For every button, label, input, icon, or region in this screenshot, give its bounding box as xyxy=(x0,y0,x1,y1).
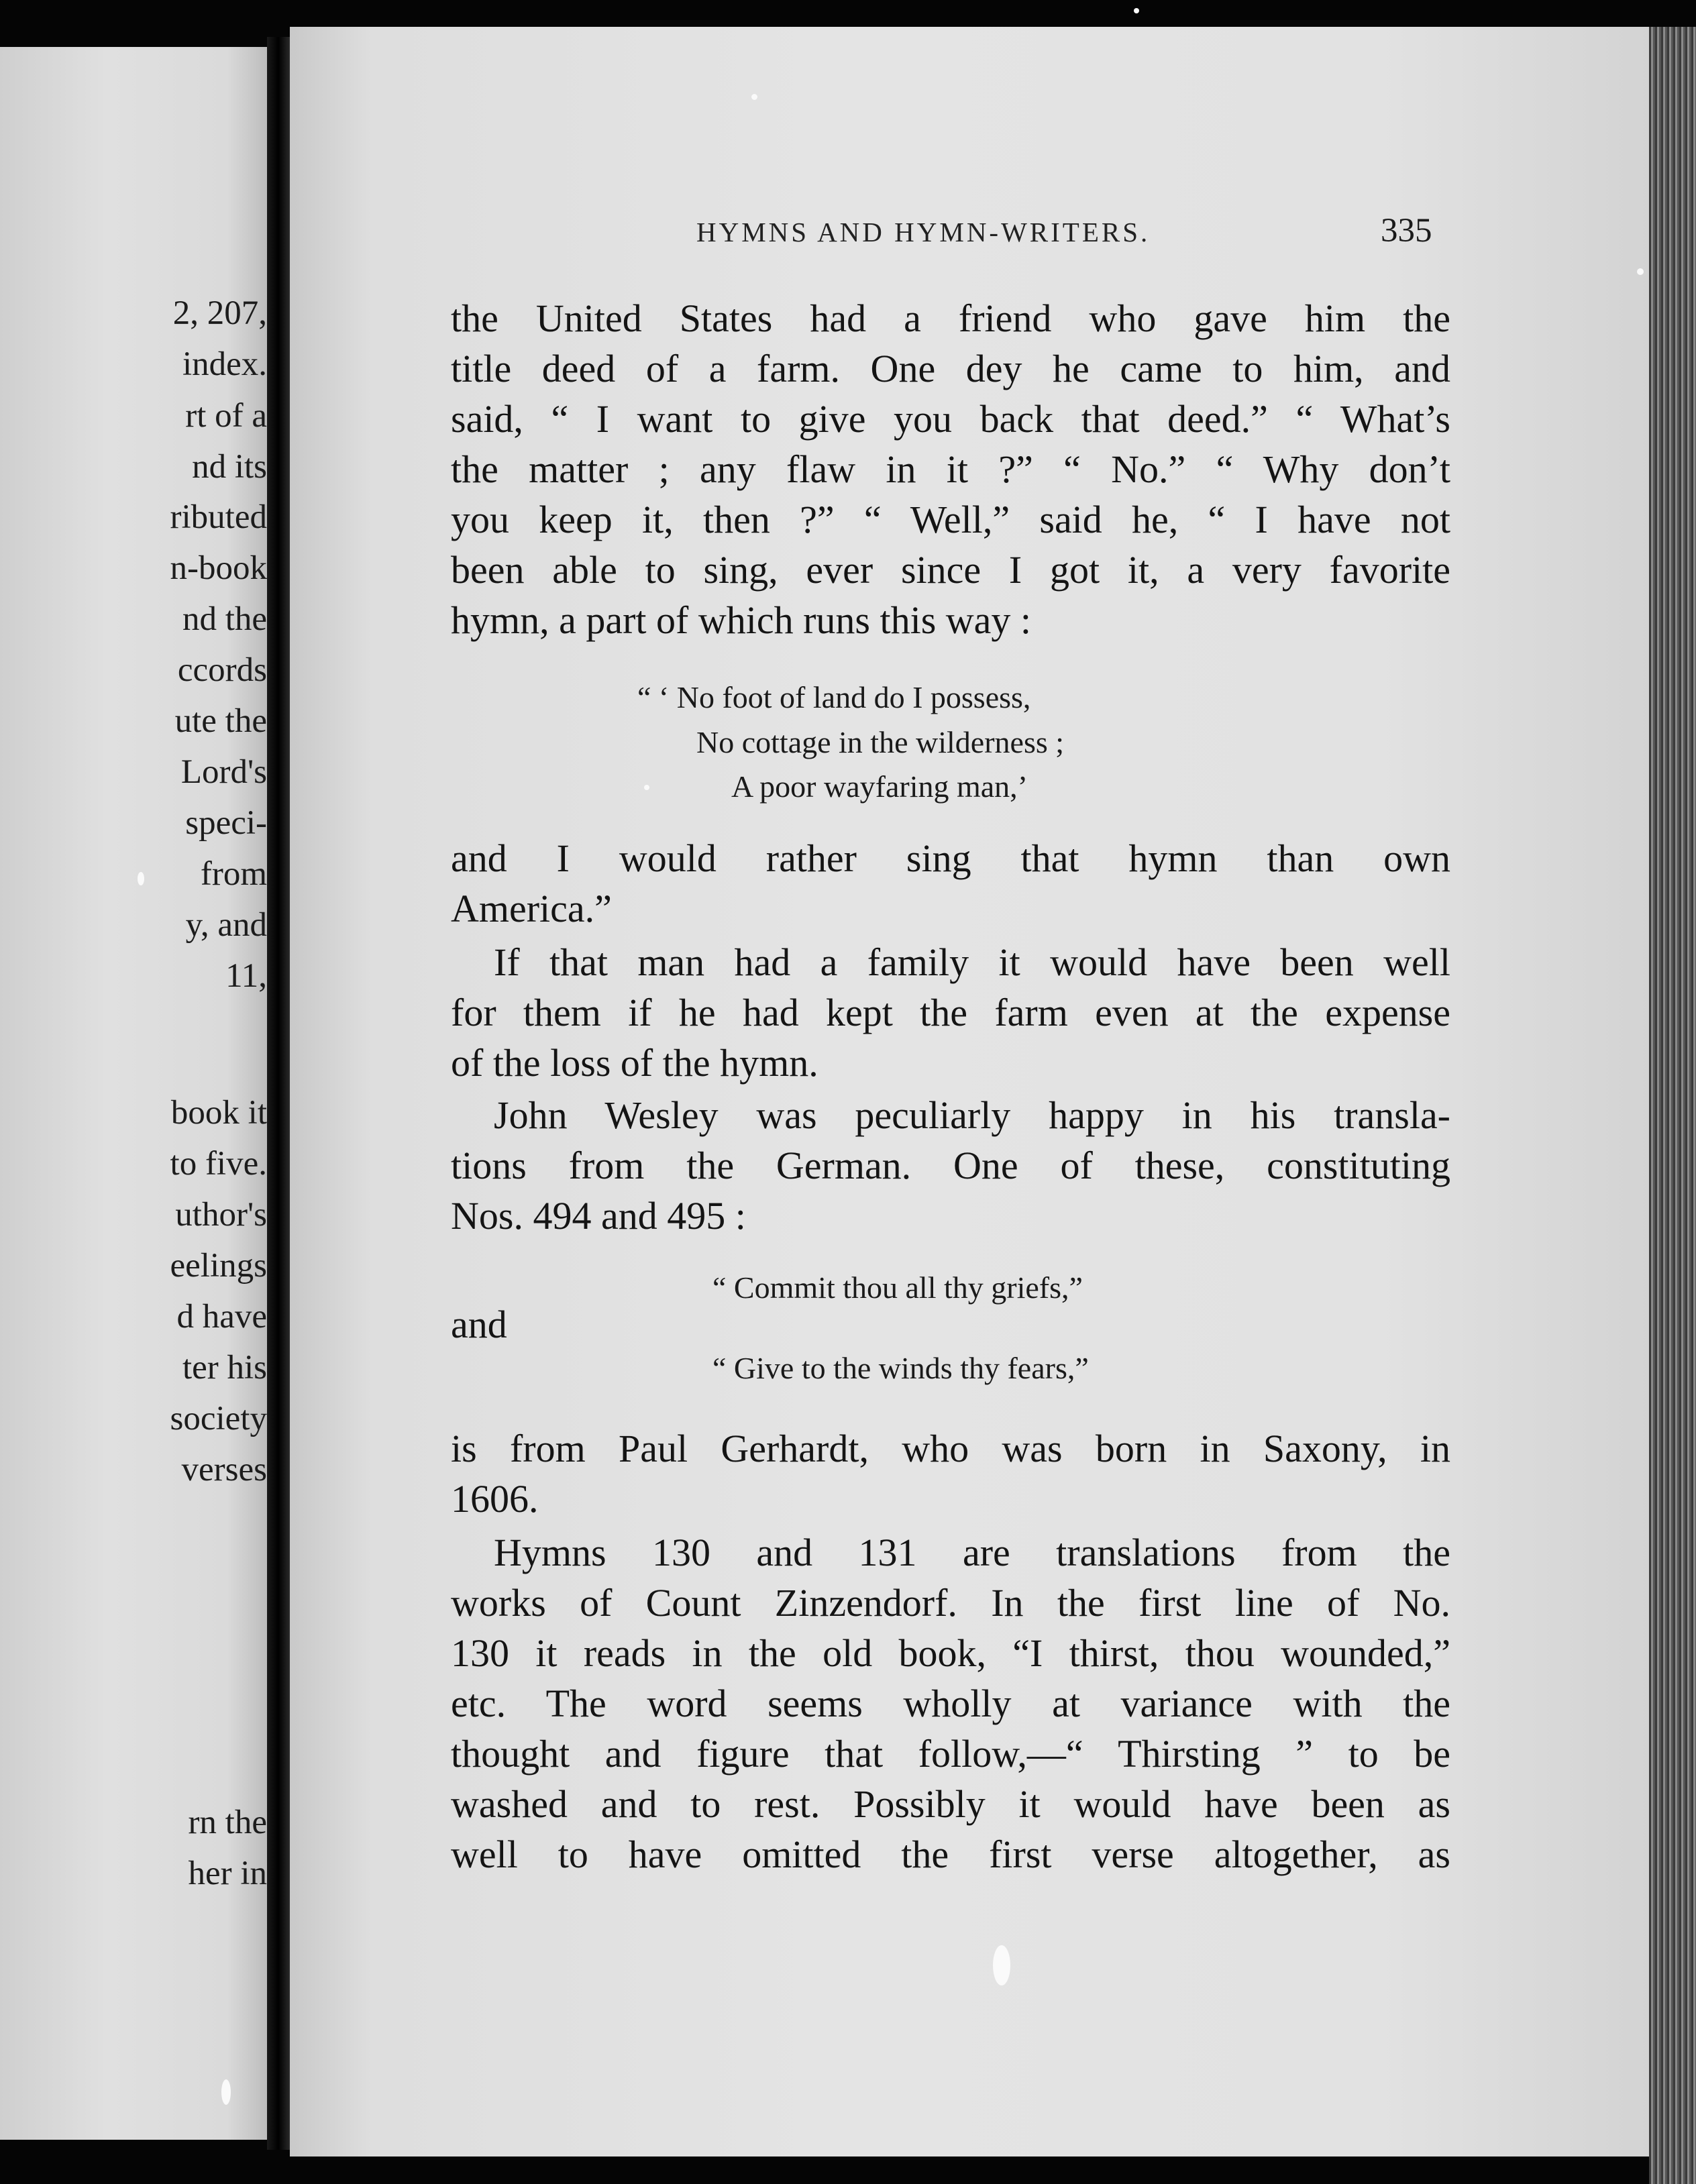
text-line: is from Paul Gerhardt, who was born in Saxony, in xyxy=(451,1427,1450,1470)
left-page-line: speci- xyxy=(185,804,267,842)
verse-line: A poor wayfaring man,’ xyxy=(731,769,1028,804)
left-page-line: her in xyxy=(188,1855,267,1892)
left-page-line: y, and xyxy=(185,906,267,944)
left-page-line: nd the xyxy=(182,600,267,638)
left-page-line: from xyxy=(200,855,267,893)
left-page-line: society xyxy=(170,1400,267,1437)
text-line: and I would rather sing that hymn than own xyxy=(451,836,1450,880)
text-line: hymn, a part of which runs this way : xyxy=(451,598,1032,642)
hymn-title-quote: “ Commit thou all thy griefs,” xyxy=(712,1270,1083,1305)
left-page-line: Lord's xyxy=(180,753,267,791)
left-page-line: eelings xyxy=(170,1247,267,1285)
dust-speck xyxy=(138,872,144,885)
text-line: Hymns 130 and 131 are translations from the xyxy=(494,1531,1450,1574)
text-line: If that man had a family it would have been well xyxy=(494,940,1450,984)
page-number: 335 xyxy=(1381,212,1432,250)
left-page-line: uthor's xyxy=(175,1196,267,1234)
text-line: title deed of a farm. One dey he came to him, and xyxy=(451,347,1450,390)
left-page-line: d have xyxy=(176,1298,267,1335)
left-page-line: rt of a xyxy=(185,397,267,435)
left-page-line: verses xyxy=(181,1451,267,1488)
dust-speck xyxy=(1134,8,1139,13)
left-page-line: 2, 207, xyxy=(172,294,267,332)
text-line: works of Count Zinzendorf. In the first line of No. xyxy=(451,1581,1450,1625)
left-page-line: 11, xyxy=(225,957,267,995)
left-page-line: ccords xyxy=(177,651,267,689)
text-line: thought and figure that follow,—“ Thirsting ” to be xyxy=(451,1732,1450,1776)
page-edges xyxy=(1649,27,1696,2184)
left-page-line: ributed xyxy=(170,498,267,536)
hymn-title-quote: “ Give to the winds thy fears,” xyxy=(712,1351,1089,1385)
text-line: etc. The word seems wholly at variance with the xyxy=(451,1682,1450,1725)
text-line: for them if he had kept the farm even at the expense xyxy=(451,991,1450,1034)
running-head: HYMNS AND HYMN-WRITERS. xyxy=(696,217,1151,248)
text-line: John Wesley was peculiarly happy in his transla- xyxy=(494,1093,1450,1137)
dust-speck xyxy=(993,1945,1010,1985)
text-line: you keep it, then ?” “ Well,” said he, “ I have not xyxy=(451,498,1450,541)
text-line: 130 it reads in the old book, “I thirst, thou wounded,” xyxy=(451,1631,1450,1675)
left-page-line: rn the xyxy=(188,1804,267,1841)
text-line: the matter ; any flaw in it ?” “ No.” “ Why don’t xyxy=(451,447,1450,491)
text-line: the United States had a friend who gave him the xyxy=(451,296,1450,340)
book-gutter xyxy=(267,37,290,2150)
dust-speck xyxy=(221,2079,231,2105)
verse-line: No cottage in the wilderness ; xyxy=(696,725,1065,759)
dust-speck xyxy=(751,94,757,100)
text-line: Nos. 494 and 495 : xyxy=(451,1194,746,1238)
text-line: been able to sing, ever since I got it, a very favorite xyxy=(451,548,1450,592)
verse-line: “ ‘ No foot of land do I possess, xyxy=(637,680,1031,714)
text-line: washed and to rest. Possibly it would have been as xyxy=(451,1782,1450,1826)
left-page-line: to five. xyxy=(170,1145,267,1183)
left-page-line: book it xyxy=(170,1094,267,1132)
text-line: of the loss of the hymn. xyxy=(451,1041,818,1085)
left-page-line: index. xyxy=(182,345,267,383)
text-line: and xyxy=(451,1303,507,1346)
text-line: 1606. xyxy=(451,1477,539,1521)
text-line: said, “ I want to give you back that deed.” “ What’s xyxy=(451,397,1450,441)
text-line: well to have omitted the first verse altogether, as xyxy=(451,1833,1450,1876)
left-page-line: nd its xyxy=(192,448,267,486)
dust-speck xyxy=(1637,268,1644,275)
left-page-line: n-book xyxy=(170,549,267,587)
left-page-line: ter his xyxy=(182,1349,267,1386)
text-line: tions from the German. One of these, constituting xyxy=(451,1144,1450,1187)
left-page-line: ute the xyxy=(174,702,267,740)
dust-speck xyxy=(644,785,649,790)
text-line: America.” xyxy=(451,887,612,930)
left-facing-page xyxy=(0,47,267,2140)
